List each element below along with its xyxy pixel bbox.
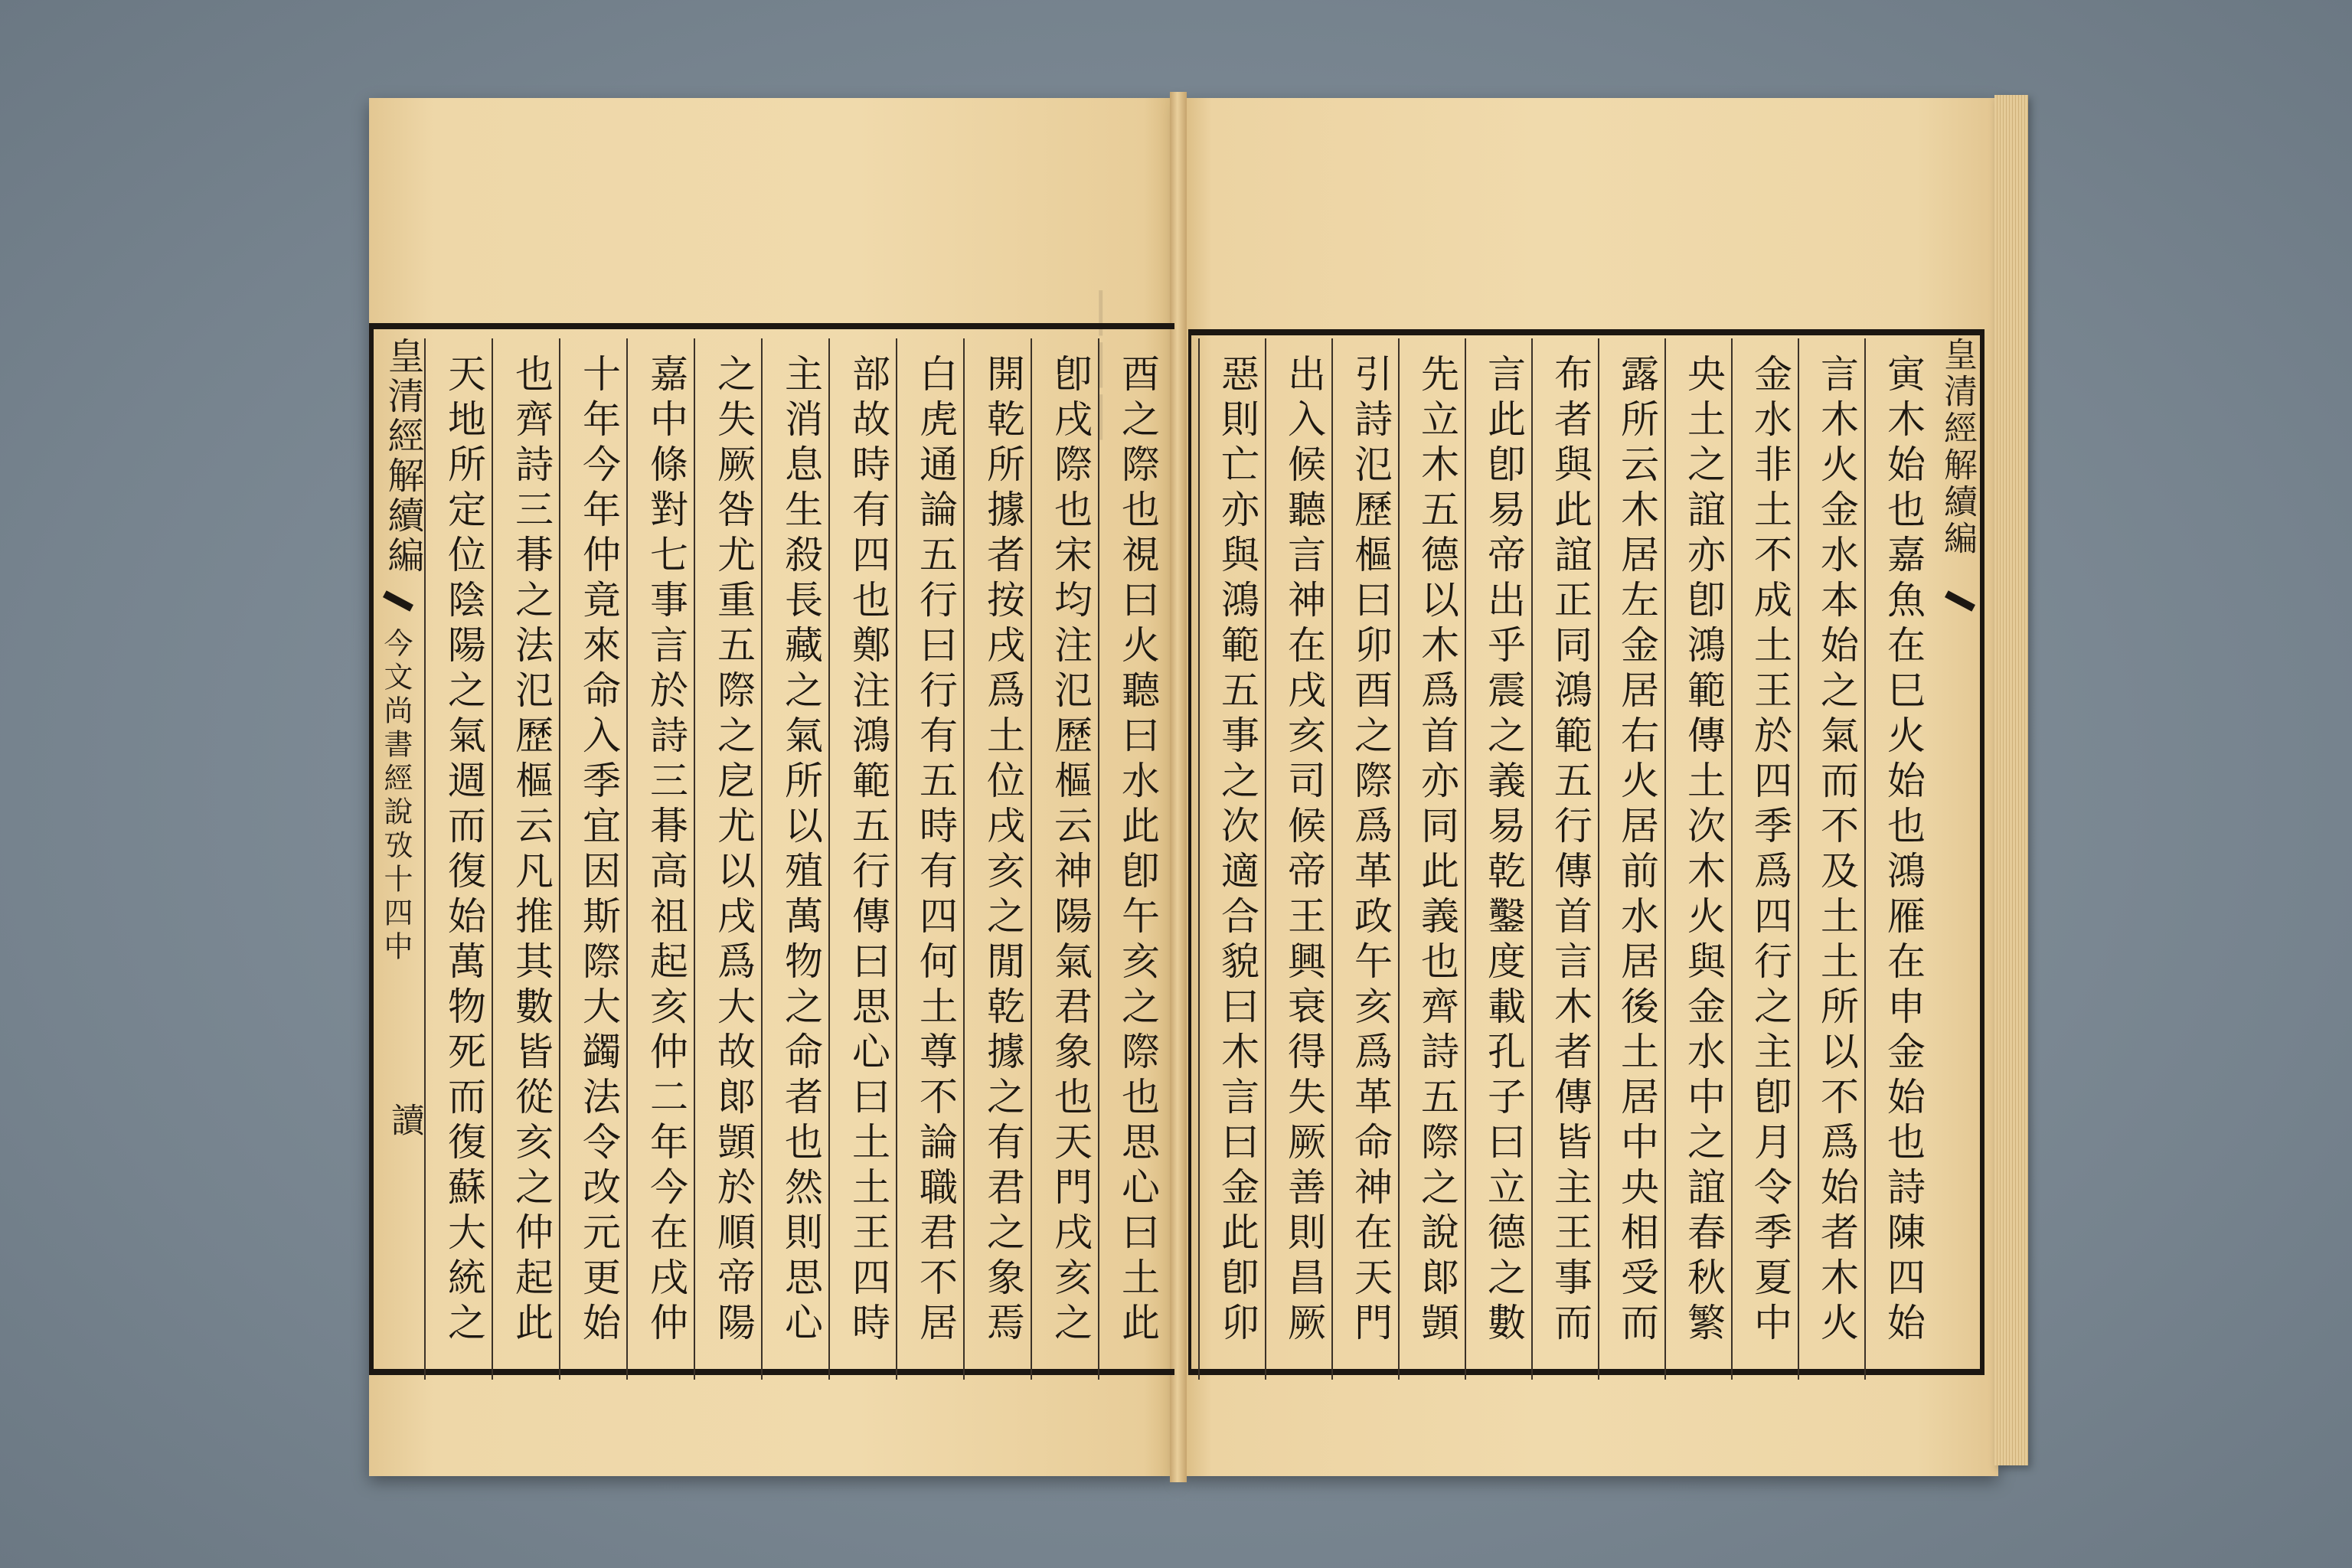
right-text-column: 央土之誼亦卽鴻範傳土次木火與金水中之誼春秋繁 xyxy=(1664,338,1733,1380)
left-text-column: 也齊詩三朞之法氾歷樞云凡推其數皆從亥之仲起此 xyxy=(492,338,560,1380)
right-text-column: 露所云木居左金居右火居前水居後土居中央相受而 xyxy=(1598,338,1666,1380)
page-edges xyxy=(1994,95,2028,1465)
right-text-column: 出入候聽言神在戌亥司候帝王興衰得失厥善則昌厥 xyxy=(1265,338,1333,1380)
left-text-column: 十年今年仲竟來命入季宜因斯際大蠲法令改元更始 xyxy=(559,338,628,1380)
right-text-column: 金水非土不成土王於四季爲四行之主卽月令季夏中 xyxy=(1731,338,1799,1380)
left-text-column: 白虎通論五行曰行有五時有四何土尊不論職君不居 xyxy=(896,338,965,1380)
left-text-column: 天地所定位陰陽之氣週而復始萬物死而復蘇大統之 xyxy=(424,338,493,1380)
right-text-column: 引詩氾歷樞曰卯酉之際爲革政午亥爲革命神在天門 xyxy=(1331,338,1400,1380)
left-margin-subtitle: 今文尚書經說攷十四中 xyxy=(379,628,413,965)
left-text-column: 開乾所據者按戌爲土位戌亥之閒乾據之有君之象焉 xyxy=(963,338,1032,1380)
left-text-column: 嘉中條對七事言於詩三朞高祖起亥仲二年今在戌仲 xyxy=(626,338,695,1380)
right-text-column: 言此卽易帝出乎震之義易乾鑿度載孔子曰立德之數 xyxy=(1465,338,1533,1380)
right-text-column: 言木火金水本始之氣而不及土土所以不爲始者木火 xyxy=(1798,338,1866,1380)
left-text-column: 部故時有四也鄭注鴻範五行傳曰思心曰土土王四時 xyxy=(828,338,897,1380)
right-text-column: 布者與此誼正同鴻範五行傳首言木者傳皆主王事而 xyxy=(1531,338,1599,1380)
left-text-column: 之失厥咎尤重五際之戹尤以戌爲大故郞顗於順帝陽 xyxy=(694,338,763,1380)
left-text-column: 酉之際也視曰火聽曰水此卽午亥之際也思心曰土此 xyxy=(1098,338,1167,1380)
left-text-column: 卽戌際也宋均注氾歷樞云神陽氣君象也天門戌亥之 xyxy=(1031,338,1099,1380)
right-text-column: 惡則亡亦與鴻範五事之次適合貌曰木言曰金此卽卯 xyxy=(1198,338,1266,1380)
left-text-column: 主消息生殺長藏之氣所以殖萬物之命者也然則思心 xyxy=(761,338,830,1380)
left-margin-title: 皇清經解續編 xyxy=(381,337,424,576)
bleed-through-mark: ▏▏▏ xyxy=(1092,291,1136,447)
right-margin-title: 皇清經解續編 xyxy=(1938,337,1977,557)
left-leaf-mark: 讀 xyxy=(385,1102,424,1136)
right-text-column: 寅木始也嘉魚在巳火始也鴻雁在申金始也詩陳四始 xyxy=(1864,338,1932,1380)
right-text-column: 先立木五德以木爲首亦同此義也齊詩五際之說郞顗 xyxy=(1398,338,1466,1380)
